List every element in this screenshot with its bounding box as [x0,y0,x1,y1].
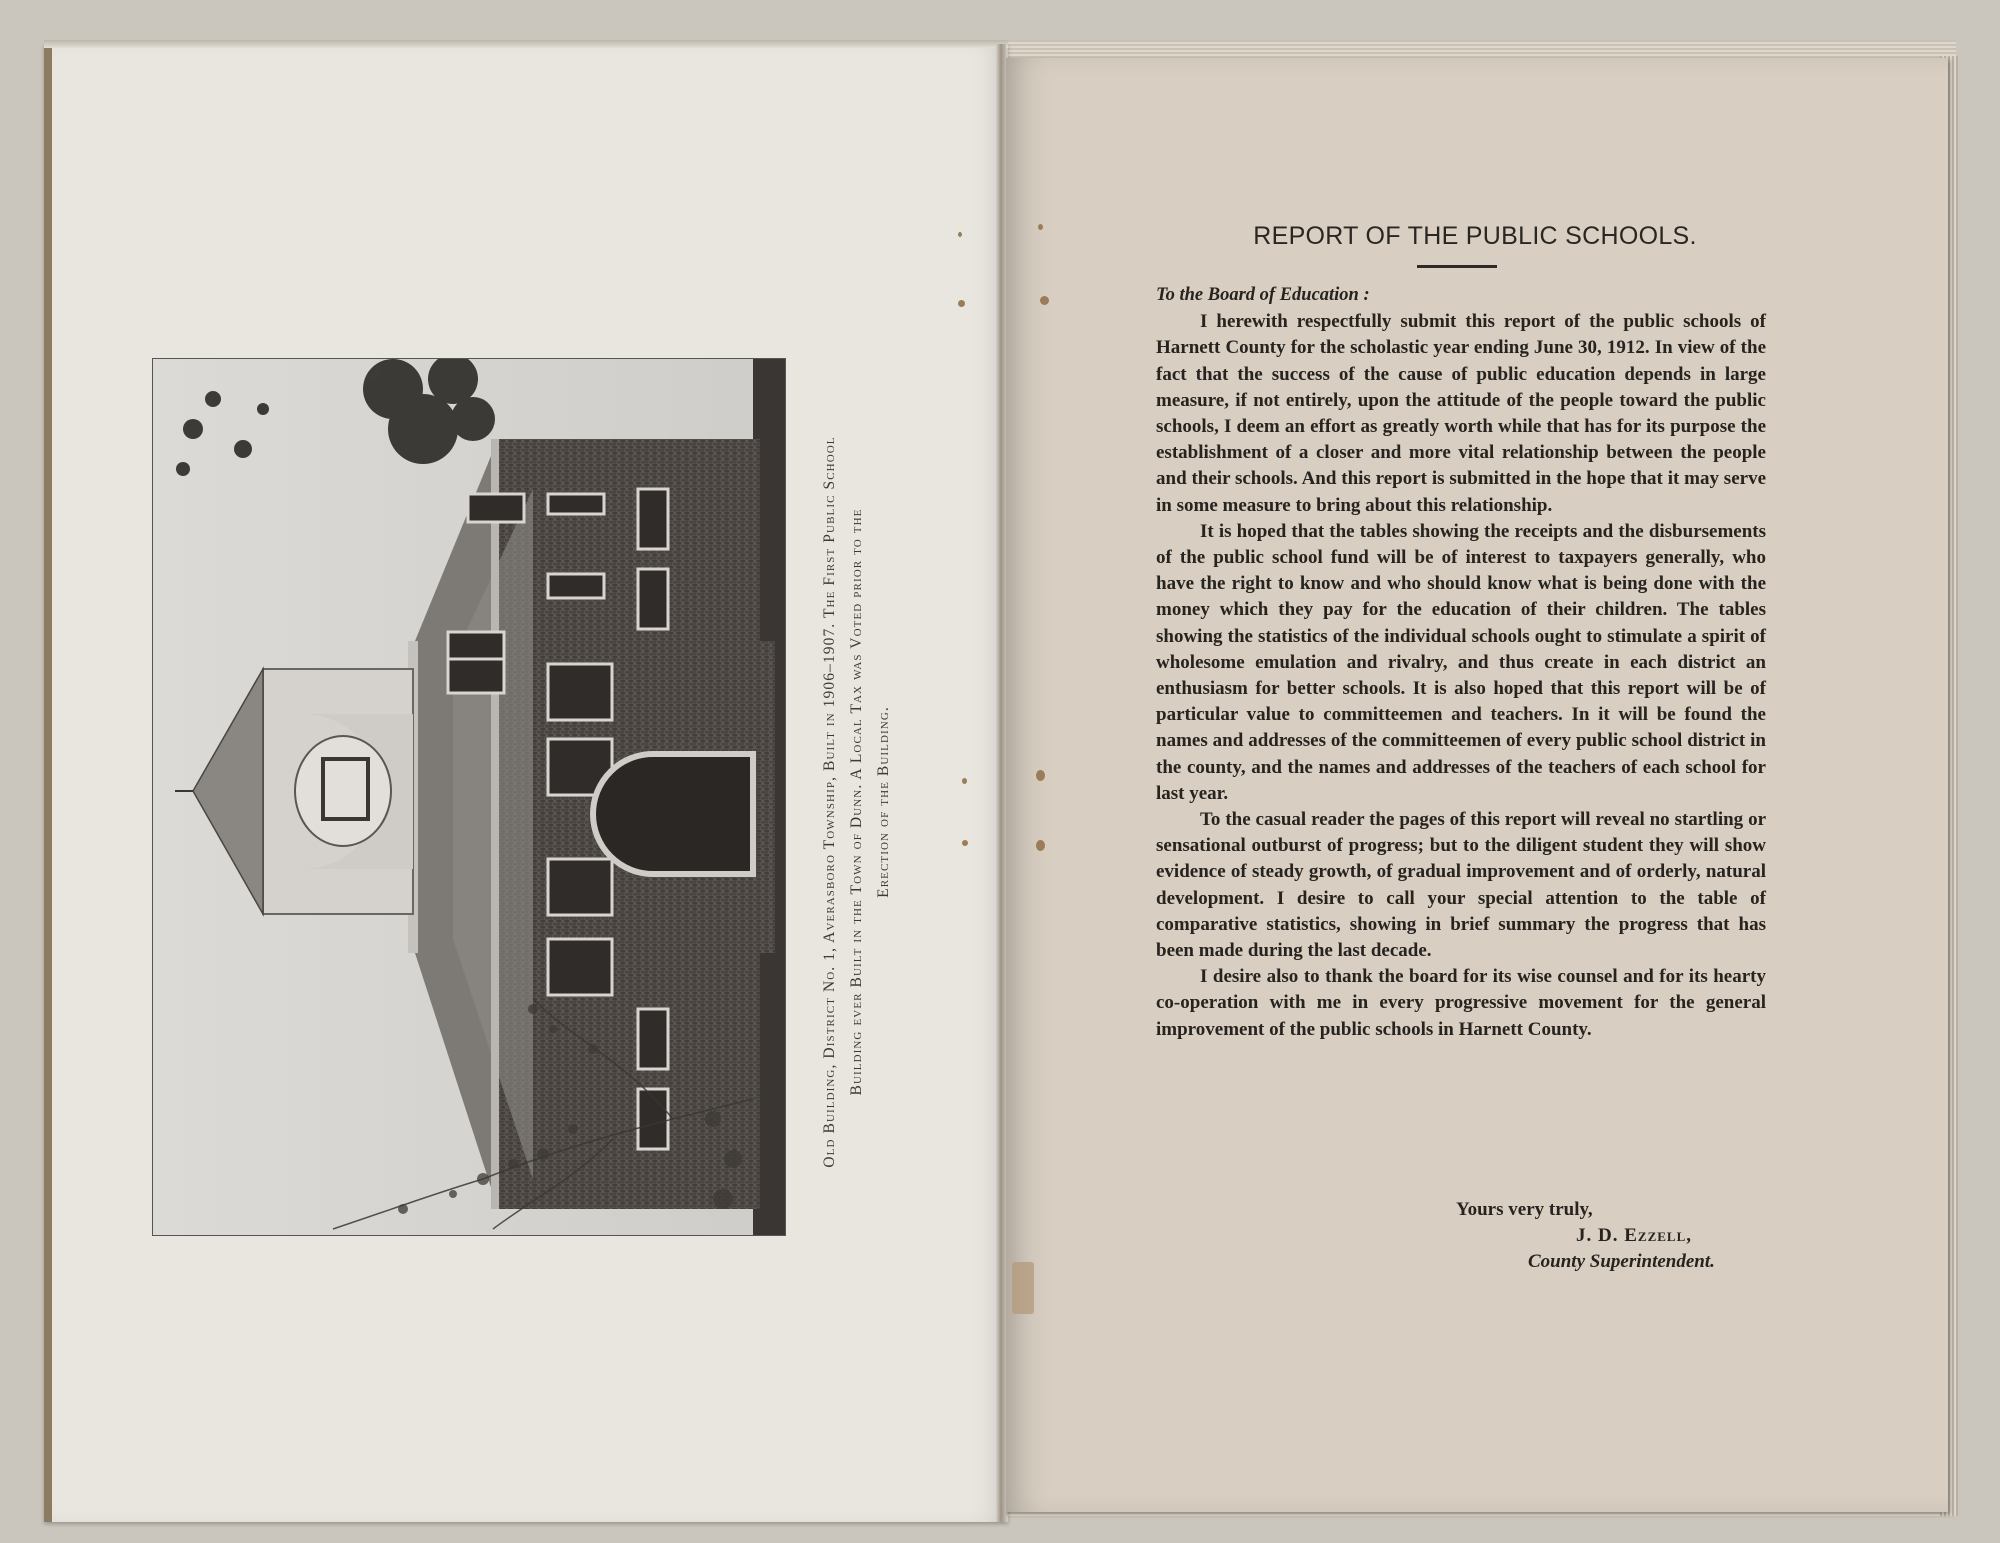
book-gutter [996,44,1006,1522]
old-school-building-photograph [152,358,786,1236]
paragraph: To the casual reader the pages of this report will reveal no startling or sensational outburst of progress; but to the diligent student they will show evidence of steady growth, of gradual improvement and of orderly, natural development. I desire to call your special attention to the table of comparative statistics, showing in brief summary the progress that has been made during the last decade. [1156,809,1766,962]
signature: J. D. Ezzell, [1576,1225,1692,1247]
binding-hole [958,300,965,307]
title-rule [1417,265,1497,268]
caption-line: Erection of the Building. [875,706,892,898]
caption-line: Old Building, District No. 1, Averasboro Township, Built in 1906–1907. The First Public School [821,436,838,1168]
paragraph: I herewith respectfully submit this report of the public schools of Harnett County for the scholastic year ending June 30, 1912. In view of the fact that the success of the cause of public education depends in large measure, if not entirely, upon the attitude of the people toward the public schools, I deem an effort as greatly worth while that has for its purpose the establishment of a closer and more vital relationship between the people and their schools. And this report is submitted in the hope that it may serve in some measure to bring about this relationship. [1156,311,1766,516]
salutation: To the Board of Education : [1156,285,1370,305]
binding-hole [962,840,968,846]
paragraph: It is hoped that the tables showing the receipts and the disbursements of the public school fund will be of interest to taxpayers generally, who have the right to know and who should know what is being done with the money which they pay for the education of their children. The tables showing the statistics of the individual schools ought to stimulate a spirit of wholesome emulation and rivalry, and thus create in each district an enthusiasm for better schools. It is also hoped that this report will be of particular value to committeemen and teachers. In it will be found the names and addresses of the committeemen of every public school district in the county, and the names and addresses of the teachers of each school for last year. [1156,520,1766,804]
page-title: REPORT OF THE PUBLIC SCHOOLS. [1253,222,1697,250]
binding-hole [1040,296,1049,305]
binding-hole [962,778,967,784]
photo-caption [816,362,897,1242]
binding-hole [958,232,962,237]
left-page-top-edge [44,40,1008,48]
caption-line: Building ever Built in the Town of Dunn. A Local Tax was Voted prior to the [848,508,865,1096]
valediction: Yours very truly, [1456,1199,1593,1220]
letter-body [1156,282,1766,1043]
letter-closing [1156,1197,1766,1276]
signer-role: County Superintendent. [1528,1251,1715,1273]
binding-hole [1036,840,1045,851]
binding-hole [1036,770,1045,781]
binding-stain [1012,1262,1034,1314]
paragraph: I desire also to thank the board for its wise counsel and for its hearty co-operation with me in every progressive movement for the general improvement of the public schools in Harnett County. [1156,966,1766,1040]
